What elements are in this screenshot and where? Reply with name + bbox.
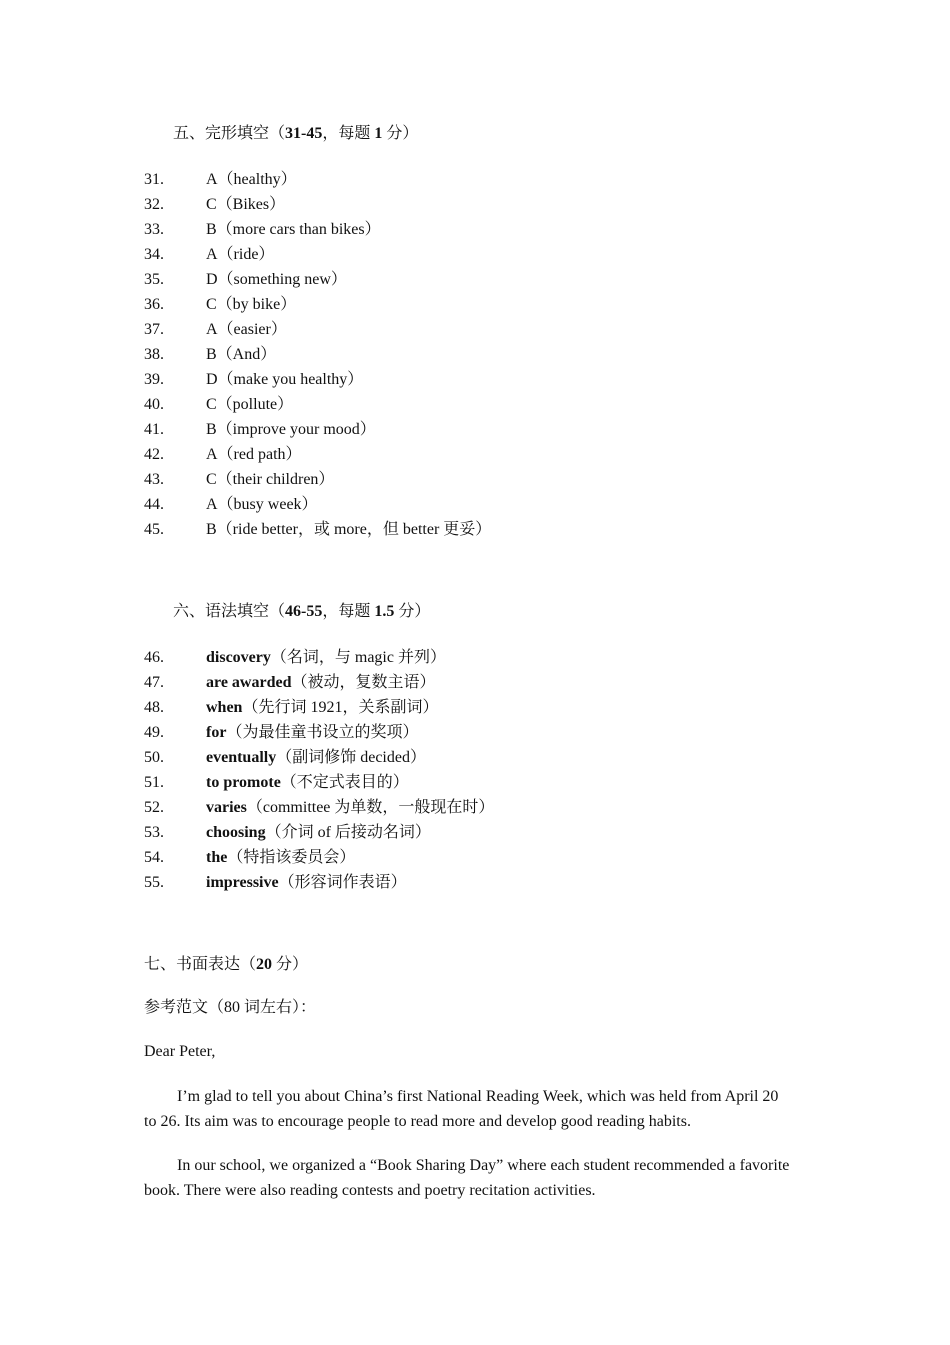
answer-word: eventually [206, 749, 277, 766]
section5-title-suffix: 分） [382, 125, 419, 142]
answer-note: （不定式表目的） [280, 774, 409, 791]
answer-note: （为最佳童书设立的奖项） [226, 724, 419, 741]
section5-title-prefix: 五、完形填空（ [173, 125, 286, 142]
question-number: 48. [144, 699, 164, 716]
answer-text: B（more cars than bikes） [206, 221, 381, 238]
sample-essay-label: 参考范文（80 词左右）： [144, 999, 317, 1016]
question-number: 45. [144, 521, 164, 538]
section6-title-mid: ，每题 [322, 603, 375, 620]
question-number: 49. [144, 724, 164, 741]
question-number: 38. [144, 346, 164, 363]
answer-word: varies [206, 799, 247, 816]
question-number: 43. [144, 471, 164, 488]
answer-text [206, 672, 435, 694]
section5-title-mid: ，每题 [322, 125, 375, 142]
question-number: 34. [144, 246, 164, 263]
question-number: 47. [144, 674, 164, 691]
answer-word: for [206, 724, 227, 741]
answer-note: （形容词作表语） [278, 874, 407, 891]
answer-word: the [206, 849, 228, 866]
answer-text: B（And） [206, 346, 277, 363]
answer-text: D（something new） [206, 271, 347, 288]
answer-word: are awarded [206, 674, 292, 691]
answer-word: when [206, 699, 243, 716]
question-number: 37. [144, 321, 164, 338]
answer-word: impressive [206, 874, 279, 891]
answer-text: B（improve your mood） [206, 421, 376, 438]
question-number: 54. [144, 849, 164, 866]
question-number: 31. [144, 171, 164, 188]
answer-text [206, 647, 446, 669]
answer-text [206, 822, 431, 844]
section6-title-range: 46-55 [285, 603, 323, 620]
answer-text: A（busy week） [206, 496, 318, 513]
answer-text: C（pollute） [206, 396, 294, 413]
question-number: 33. [144, 221, 164, 238]
section5-title-score: 1 [374, 125, 383, 142]
question-number: 42. [144, 446, 164, 463]
answer-text [206, 747, 426, 769]
answer-text: C（Bikes） [206, 196, 286, 213]
letter-paragraph-2: In our school, we organized a “Book Sharing Day” where each student recommended a favorite book. There were also reading contests and poetry recitation activities. [144, 1157, 790, 1199]
section7-title [144, 954, 308, 976]
answer-text: C（their children） [206, 471, 335, 488]
question-number: 41. [144, 421, 164, 438]
section7-title-score: 20 [256, 956, 273, 973]
answer-text [206, 722, 418, 744]
letter-paragraph-1: I’m glad to tell you about China’s first National Reading Week, which was held from April 20 to 26. Its aim was to encourage people to read more and develop good reading habits. [144, 1088, 779, 1130]
answer-text [206, 847, 355, 869]
answer-note: （特指该委员会） [227, 849, 356, 866]
answer-text: D（make you healthy） [206, 371, 364, 388]
question-number: 52. [144, 799, 164, 816]
section6-title-prefix: 六、语法填空（ [173, 603, 286, 620]
answer-note: （名词，与 magic 并列） [270, 649, 446, 666]
question-number: 55. [144, 874, 164, 891]
answer-text [206, 872, 407, 894]
answer-note: （先行词 1921，关系副词） [242, 699, 439, 716]
answer-text: B（ride better，或 more，但 better 更妥） [206, 521, 492, 538]
section5-title-range: 31-45 [285, 125, 323, 142]
answer-text [206, 697, 438, 719]
section6-title [173, 602, 430, 622]
question-number: 40. [144, 396, 164, 413]
answer-word: choosing [206, 824, 266, 841]
section6-title-score: 1.5 [374, 603, 395, 620]
answer-text: A（ride） [206, 246, 275, 263]
answer-note: （介词 of 后接动名词） [265, 824, 431, 841]
answer-note: （committee 为单数，一般现在时） [246, 799, 495, 816]
question-number: 46. [144, 649, 164, 666]
answer-text: C（by bike） [206, 296, 297, 313]
question-number: 39. [144, 371, 164, 388]
answer-note: （被动，复数主语） [291, 674, 436, 691]
answer-text: A（easier） [206, 321, 287, 338]
section5-title [173, 124, 418, 144]
answer-note: （副词修饰 decided） [276, 749, 426, 766]
section6-title-suffix: 分） [394, 603, 431, 620]
question-number: 50. [144, 749, 164, 766]
answer-text: A（healthy） [206, 171, 297, 188]
answer-word: discovery [206, 649, 271, 666]
question-number: 51. [144, 774, 164, 791]
letter-greeting: Dear Peter, [144, 1043, 216, 1060]
answer-text [206, 772, 409, 794]
section7-title-suffix: 分） [272, 956, 309, 973]
section7-title-prefix: 七、书面表达（ [144, 956, 257, 973]
answer-text: A（red path） [206, 446, 302, 463]
question-number: 36. [144, 296, 164, 313]
question-number: 44. [144, 496, 164, 513]
question-number: 35. [144, 271, 164, 288]
question-number: 53. [144, 824, 164, 841]
answer-text [206, 797, 494, 819]
question-number: 32. [144, 196, 164, 213]
answer-word: to promote [206, 774, 281, 791]
